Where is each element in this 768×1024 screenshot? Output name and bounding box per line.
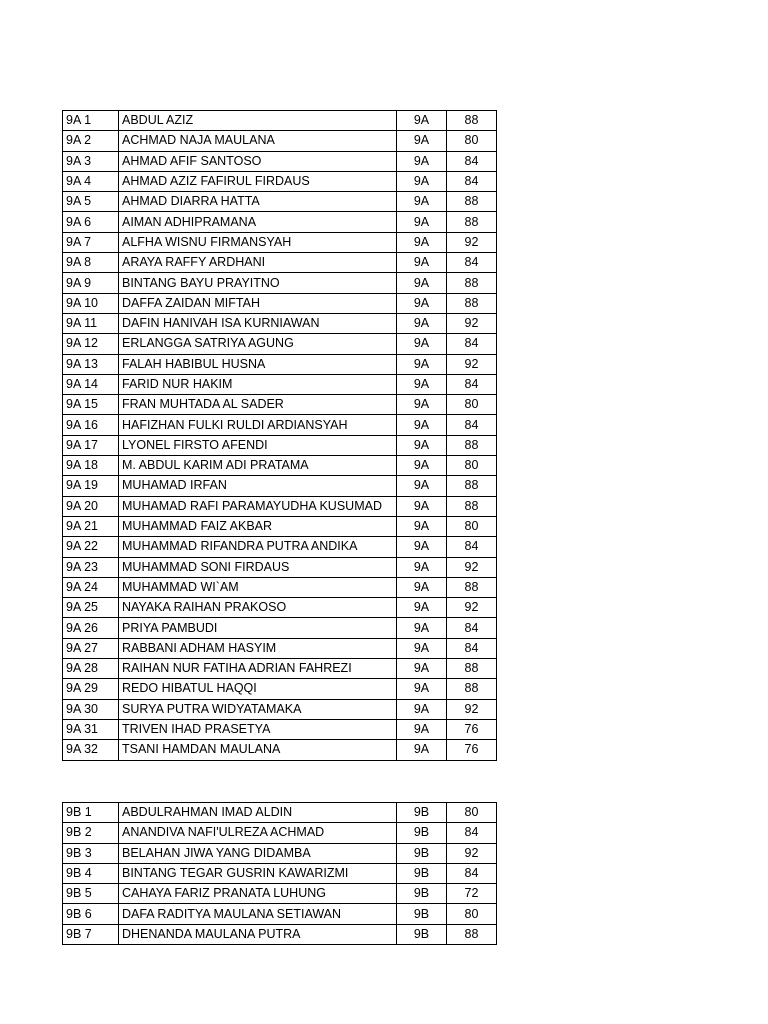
table-row xyxy=(63,659,497,679)
class-cell: 9B xyxy=(397,904,447,924)
table-row xyxy=(63,354,497,374)
student-name-cell: TRIVEN IHAD PRASETYA xyxy=(119,719,397,739)
student-name-cell: MUHAMMAD FAIZ AKBAR xyxy=(119,516,397,536)
class-cell: 9A xyxy=(397,679,447,699)
table-row xyxy=(63,537,497,557)
table-row xyxy=(63,638,497,658)
table-row xyxy=(63,496,497,516)
student-name-cell: CAHAYA FARIZ PRANATA LUHUNG xyxy=(119,884,397,904)
student-id-cell: 9A 13 xyxy=(63,354,119,374)
student-id-cell: 9A 29 xyxy=(63,679,119,699)
class-cell: 9A xyxy=(397,293,447,313)
student-id-cell: 9A 20 xyxy=(63,496,119,516)
table-row xyxy=(63,557,497,577)
student-name-cell: REDO HIBATUL HAQQI xyxy=(119,679,397,699)
student-id-cell: 9A 19 xyxy=(63,476,119,496)
table-row xyxy=(63,192,497,212)
score-cell: 80 xyxy=(447,904,497,924)
score-cell: 84 xyxy=(447,863,497,883)
student-name-cell: AHMAD DIARRA HATTA xyxy=(119,192,397,212)
class-cell: 9A xyxy=(397,740,447,760)
score-cell: 88 xyxy=(447,679,497,699)
table-row xyxy=(63,719,497,739)
score-cell: 88 xyxy=(447,192,497,212)
class-cell: 9A xyxy=(397,334,447,354)
class-cell: 9A xyxy=(397,415,447,435)
student-name-cell: ARAYA RAFFY ARDHANI xyxy=(119,253,397,273)
student-name-cell: AIMAN ADHIPRAMANA xyxy=(119,212,397,232)
table-row xyxy=(63,598,497,618)
score-cell: 84 xyxy=(447,638,497,658)
student-id-cell: 9A 2 xyxy=(63,131,119,151)
table-row xyxy=(63,679,497,699)
score-cell: 88 xyxy=(447,924,497,944)
student-name-cell: ACHMAD NAJA MAULANA xyxy=(119,131,397,151)
student-id-cell: 9A 24 xyxy=(63,577,119,597)
table-row xyxy=(63,212,497,232)
score-cell: 80 xyxy=(447,395,497,415)
student-name-cell: BINTANG BAYU PRAYITNO xyxy=(119,273,397,293)
score-cell: 88 xyxy=(447,293,497,313)
class-cell: 9A xyxy=(397,598,447,618)
student-name-cell: M. ABDUL KARIM ADI PRATAMA xyxy=(119,456,397,476)
student-id-cell: 9B 7 xyxy=(63,924,119,944)
student-id-cell: 9A 7 xyxy=(63,232,119,252)
student-id-cell: 9B 1 xyxy=(63,803,119,823)
student-id-cell: 9A 6 xyxy=(63,212,119,232)
class-cell: 9A xyxy=(397,618,447,638)
student-name-cell: BELAHAN JIWA YANG DIDAMBA xyxy=(119,843,397,863)
student-name-cell: ABDUL AZIZ xyxy=(119,111,397,131)
table-row xyxy=(63,131,497,151)
student-id-cell: 9A 26 xyxy=(63,618,119,638)
score-cell: 92 xyxy=(447,598,497,618)
student-name-cell: LYONEL FIRSTO AFENDI xyxy=(119,435,397,455)
table-row xyxy=(63,740,497,760)
class-cell: 9A xyxy=(397,212,447,232)
class-cell: 9A xyxy=(397,151,447,171)
class-cell: 9A xyxy=(397,456,447,476)
table-row xyxy=(63,904,497,924)
class-9b-table-body xyxy=(63,803,497,945)
score-cell: 88 xyxy=(447,435,497,455)
student-name-cell: MUHAMAD RAFI PARAMAYUDHA KUSUMAD xyxy=(119,496,397,516)
score-cell: 80 xyxy=(447,516,497,536)
score-cell: 92 xyxy=(447,354,497,374)
class-cell: 9A xyxy=(397,313,447,333)
class-9a-table-body xyxy=(63,111,497,761)
student-id-cell: 9A 21 xyxy=(63,516,119,536)
table-row xyxy=(63,618,497,638)
student-name-cell: AHMAD AFIF SANTOSO xyxy=(119,151,397,171)
score-cell: 80 xyxy=(447,456,497,476)
class-9a-score-table xyxy=(62,110,497,761)
class-cell: 9A xyxy=(397,395,447,415)
class-cell: 9A xyxy=(397,273,447,293)
student-name-cell: MUHAMMAD RIFANDRA PUTRA ANDIKA xyxy=(119,537,397,557)
score-cell: 84 xyxy=(447,334,497,354)
class-cell: 9A xyxy=(397,192,447,212)
score-cell: 88 xyxy=(447,273,497,293)
class-cell: 9A xyxy=(397,719,447,739)
score-cell: 84 xyxy=(447,171,497,191)
table-row xyxy=(63,232,497,252)
score-cell: 88 xyxy=(447,496,497,516)
student-name-cell: BINTANG TEGAR GUSRIN KAWARIZMI xyxy=(119,863,397,883)
table-row xyxy=(63,476,497,496)
student-id-cell: 9A 14 xyxy=(63,374,119,394)
student-id-cell: 9B 5 xyxy=(63,884,119,904)
student-name-cell: MUHAMMAD SONI FIRDAUS xyxy=(119,557,397,577)
table-row xyxy=(63,374,497,394)
student-id-cell: 9A 18 xyxy=(63,456,119,476)
student-id-cell: 9B 2 xyxy=(63,823,119,843)
score-cell: 84 xyxy=(447,415,497,435)
table-row xyxy=(63,415,497,435)
score-cell: 80 xyxy=(447,803,497,823)
class-cell: 9A xyxy=(397,476,447,496)
student-name-cell: AHMAD AZIZ FAFIRUL FIRDAUS xyxy=(119,171,397,191)
class-cell: 9A xyxy=(397,111,447,131)
class-cell: 9A xyxy=(397,435,447,455)
table-row xyxy=(63,884,497,904)
table-row xyxy=(63,843,497,863)
table-row xyxy=(63,823,497,843)
student-name-cell: RABBANI ADHAM HASYIM xyxy=(119,638,397,658)
score-cell: 88 xyxy=(447,476,497,496)
student-name-cell: FARID NUR HAKIM xyxy=(119,374,397,394)
student-id-cell: 9B 4 xyxy=(63,863,119,883)
score-cell: 84 xyxy=(447,823,497,843)
student-id-cell: 9A 22 xyxy=(63,537,119,557)
student-name-cell: MUHAMAD IRFAN xyxy=(119,476,397,496)
table-row xyxy=(63,293,497,313)
class-cell: 9A xyxy=(397,537,447,557)
score-cell: 88 xyxy=(447,659,497,679)
student-name-cell: FALAH HABIBUL HUSNA xyxy=(119,354,397,374)
score-cell: 84 xyxy=(447,537,497,557)
student-id-cell: 9A 31 xyxy=(63,719,119,739)
score-cell: 92 xyxy=(447,699,497,719)
score-cell: 92 xyxy=(447,313,497,333)
student-name-cell: MUHAMMAD WI`AM xyxy=(119,577,397,597)
class-cell: 9B xyxy=(397,924,447,944)
class-cell: 9A xyxy=(397,699,447,719)
class-cell: 9B xyxy=(397,863,447,883)
student-name-cell: DAFA RADITYA MAULANA SETIAWAN xyxy=(119,904,397,924)
score-cell: 92 xyxy=(447,232,497,252)
table-row xyxy=(63,699,497,719)
student-id-cell: 9A 23 xyxy=(63,557,119,577)
student-name-cell: FRAN MUHTADA AL SADER xyxy=(119,395,397,415)
score-cell: 84 xyxy=(447,618,497,638)
table-row xyxy=(63,456,497,476)
table-row xyxy=(63,111,497,131)
class-cell: 9A xyxy=(397,131,447,151)
class-cell: 9A xyxy=(397,638,447,658)
student-id-cell: 9A 27 xyxy=(63,638,119,658)
class-cell: 9A xyxy=(397,253,447,273)
student-id-cell: 9A 1 xyxy=(63,111,119,131)
class-cell: 9A xyxy=(397,496,447,516)
score-cell: 84 xyxy=(447,253,497,273)
student-name-cell: ABDULRAHMAN IMAD ALDIN xyxy=(119,803,397,823)
score-cell: 76 xyxy=(447,740,497,760)
table-row xyxy=(63,313,497,333)
table-row xyxy=(63,395,497,415)
student-id-cell: 9A 9 xyxy=(63,273,119,293)
class-cell: 9A xyxy=(397,171,447,191)
table-row xyxy=(63,516,497,536)
student-id-cell: 9A 17 xyxy=(63,435,119,455)
student-id-cell: 9A 25 xyxy=(63,598,119,618)
table-row xyxy=(63,803,497,823)
class-cell: 9A xyxy=(397,577,447,597)
score-cell: 88 xyxy=(447,577,497,597)
student-name-cell: ANANDIVA NAFI'ULREZA ACHMAD xyxy=(119,823,397,843)
student-name-cell: HAFIZHAN FULKI RULDI ARDIANSYAH xyxy=(119,415,397,435)
class-cell: 9A xyxy=(397,557,447,577)
class-cell: 9A xyxy=(397,516,447,536)
score-cell: 88 xyxy=(447,212,497,232)
table-row xyxy=(63,171,497,191)
table-row xyxy=(63,435,497,455)
student-id-cell: 9A 8 xyxy=(63,253,119,273)
student-id-cell: 9A 12 xyxy=(63,334,119,354)
score-cell: 92 xyxy=(447,557,497,577)
table-row xyxy=(63,151,497,171)
student-name-cell: DHENANDA MAULANA PUTRA xyxy=(119,924,397,944)
class-cell: 9A xyxy=(397,354,447,374)
student-id-cell: 9B 3 xyxy=(63,843,119,863)
table-row xyxy=(63,924,497,944)
student-name-cell: NAYAKA RAIHAN PRAKOSO xyxy=(119,598,397,618)
score-cell: 92 xyxy=(447,843,497,863)
class-cell: 9B xyxy=(397,803,447,823)
class-cell: 9B xyxy=(397,843,447,863)
score-cell: 84 xyxy=(447,374,497,394)
student-id-cell: 9B 6 xyxy=(63,904,119,924)
student-id-cell: 9A 28 xyxy=(63,659,119,679)
score-cell: 72 xyxy=(447,884,497,904)
class-cell: 9A xyxy=(397,232,447,252)
table-row xyxy=(63,273,497,293)
student-id-cell: 9A 30 xyxy=(63,699,119,719)
student-name-cell: RAIHAN NUR FATIHA ADRIAN FAHREZI xyxy=(119,659,397,679)
student-name-cell: DAFFA ZAIDAN MIFTAH xyxy=(119,293,397,313)
student-name-cell: DAFIN HANIVAH ISA KURNIAWAN xyxy=(119,313,397,333)
score-cell: 84 xyxy=(447,151,497,171)
student-id-cell: 9A 10 xyxy=(63,293,119,313)
score-cell: 76 xyxy=(447,719,497,739)
table-row xyxy=(63,577,497,597)
score-cell: 88 xyxy=(447,111,497,131)
student-name-cell: ALFHA WISNU FIRMANSYAH xyxy=(119,232,397,252)
table-row xyxy=(63,334,497,354)
score-cell: 80 xyxy=(447,131,497,151)
student-name-cell: PRIYA PAMBUDI xyxy=(119,618,397,638)
student-id-cell: 9A 5 xyxy=(63,192,119,212)
table-row xyxy=(63,253,497,273)
student-id-cell: 9A 11 xyxy=(63,313,119,333)
student-id-cell: 9A 15 xyxy=(63,395,119,415)
student-name-cell: SURYA PUTRA WIDYATAMAKA xyxy=(119,699,397,719)
table-row xyxy=(63,863,497,883)
student-id-cell: 9A 32 xyxy=(63,740,119,760)
student-id-cell: 9A 3 xyxy=(63,151,119,171)
student-id-cell: 9A 16 xyxy=(63,415,119,435)
class-cell: 9A xyxy=(397,374,447,394)
class-9b-score-table xyxy=(62,802,497,945)
student-name-cell: ERLANGGA SATRIYA AGUNG xyxy=(119,334,397,354)
student-name-cell: TSANI HAMDAN MAULANA xyxy=(119,740,397,760)
class-cell: 9B xyxy=(397,823,447,843)
student-id-cell: 9A 4 xyxy=(63,171,119,191)
class-cell: 9A xyxy=(397,659,447,679)
class-cell: 9B xyxy=(397,884,447,904)
